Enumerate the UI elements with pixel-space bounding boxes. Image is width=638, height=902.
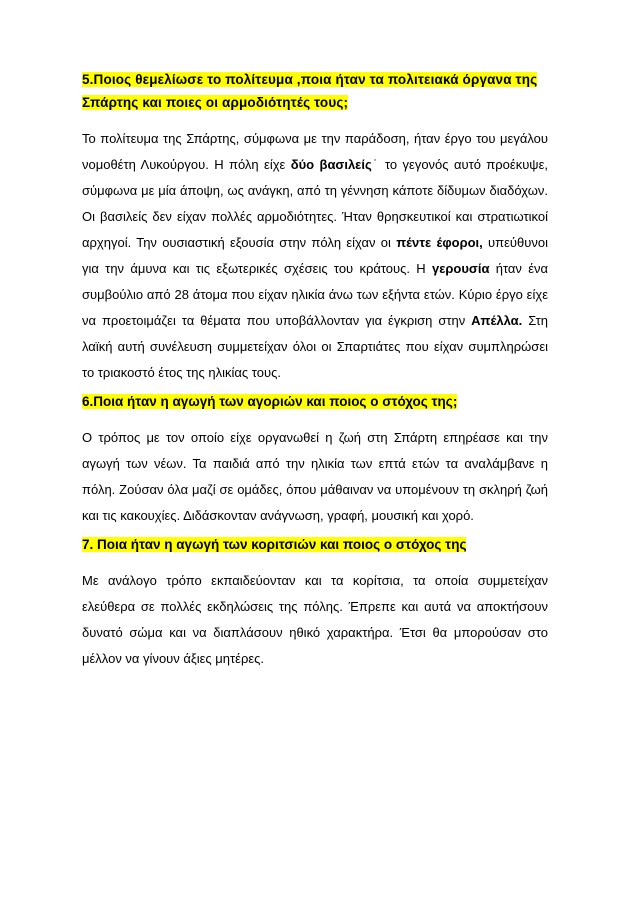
term-two-kings: δύο βασιλείς xyxy=(290,157,372,172)
section-5-heading-text: 5.Ποιος θεμελίωσε το πολίτευμα ,ποια ήταν τα πολιτειακά όργανα της Σπάρτης και ποιες οι αρμοδιότητές τους; xyxy=(82,72,538,110)
section-6-paragraph: Ο τρόπος με τον οποίο είχε οργανωθεί η ζωή στη Σπάρτη επηρέασε και την αγωγή των νέων. Τα παιδιά από την ηλικία των επτά ετών τα αναλάμβανε η πόλη. Ζούσαν όλα μαζί σε ομάδες, όπου μάθαιναν να υπομένουν τη σκληρή ζωή και τις κακουχίες. Διδάσκονταν ανάγνωση, γραφή, μουσική και χορό. xyxy=(82,430,548,523)
document-page xyxy=(82,68,548,672)
section-7-paragraph: Με ανάλογο τρόπο εκπαιδεύονταν και τα κορίτσια, τα οποία συμμετείχαν ελεύθερα σε πολλές εκδηλώσεις της πόλης. Έπρεπε και αυτά να αποκτήσουν δυνατό σώμα και να διαπλάσουν ηθικό χαρακτήρα. Έτσι θα μπορούσαν στο μέλλον να γίνουν άξιες μητέρες. xyxy=(82,573,548,666)
section-5-text-2: ˙ το γεγονός αυτό προέκυψε, σύμφωνα με μία άποψη, ως ανάγκη, από τη γέννηση κάποτε δίδυμων διαδόχων. Οι βασιλείς δεν είχαν πολλές αρμοδιότητες. Ήταν θρησκευτικοί και στρατιωτικοί αρχηγοί. Την ουσιαστική εξουσία στην πόλη είχαν οι xyxy=(82,157,548,250)
section-5-paragraph xyxy=(82,126,548,386)
term-five-ephors: πέντε έφοροι, xyxy=(396,235,483,250)
section-7-heading xyxy=(82,533,548,556)
section-6-heading xyxy=(82,390,548,413)
section-5-text-4: ήταν ένα συμβούλιο από 28 άτομα που είχαν ηλικία άνω των εξήντα ετών. Κύριο έργο είχε να προετοιμάζει τα θέματα που υποβάλλονταν για έγκριση στην xyxy=(82,261,549,328)
section-7-heading-text: 7. Ποια ήταν η αγωγή των κοριτσιών και ποιος ο στόχος της xyxy=(82,537,467,552)
section-5-text-5: Στη λαϊκή αυτή συνέλευση συμμετείχαν όλοι οι Σπαρτιάτες που είχαν συμπληρώσει το τριακοστό έτος της ηλικίας τους. xyxy=(82,313,548,380)
section-5-text-1: Το πολίτευμα της Σπάρτης, σύμφωνα με την παράδοση, ήταν έργο του μεγάλου νομοθέτη Λυκούργου. Η πόλη είχε xyxy=(82,131,548,172)
term-gerousia: γερουσία xyxy=(431,261,490,276)
term-apella: Απέλλα. xyxy=(471,313,523,328)
section-5-heading xyxy=(82,68,548,114)
section-6-heading-text: 6.Ποια ήταν η αγωγή των αγοριών και ποιος ο στόχος της; xyxy=(82,394,458,409)
section-5-text-3: υπεύθυνοι για την άμυνα και τις εξωτερικές σχέσεις του κράτους. Η xyxy=(82,235,548,276)
